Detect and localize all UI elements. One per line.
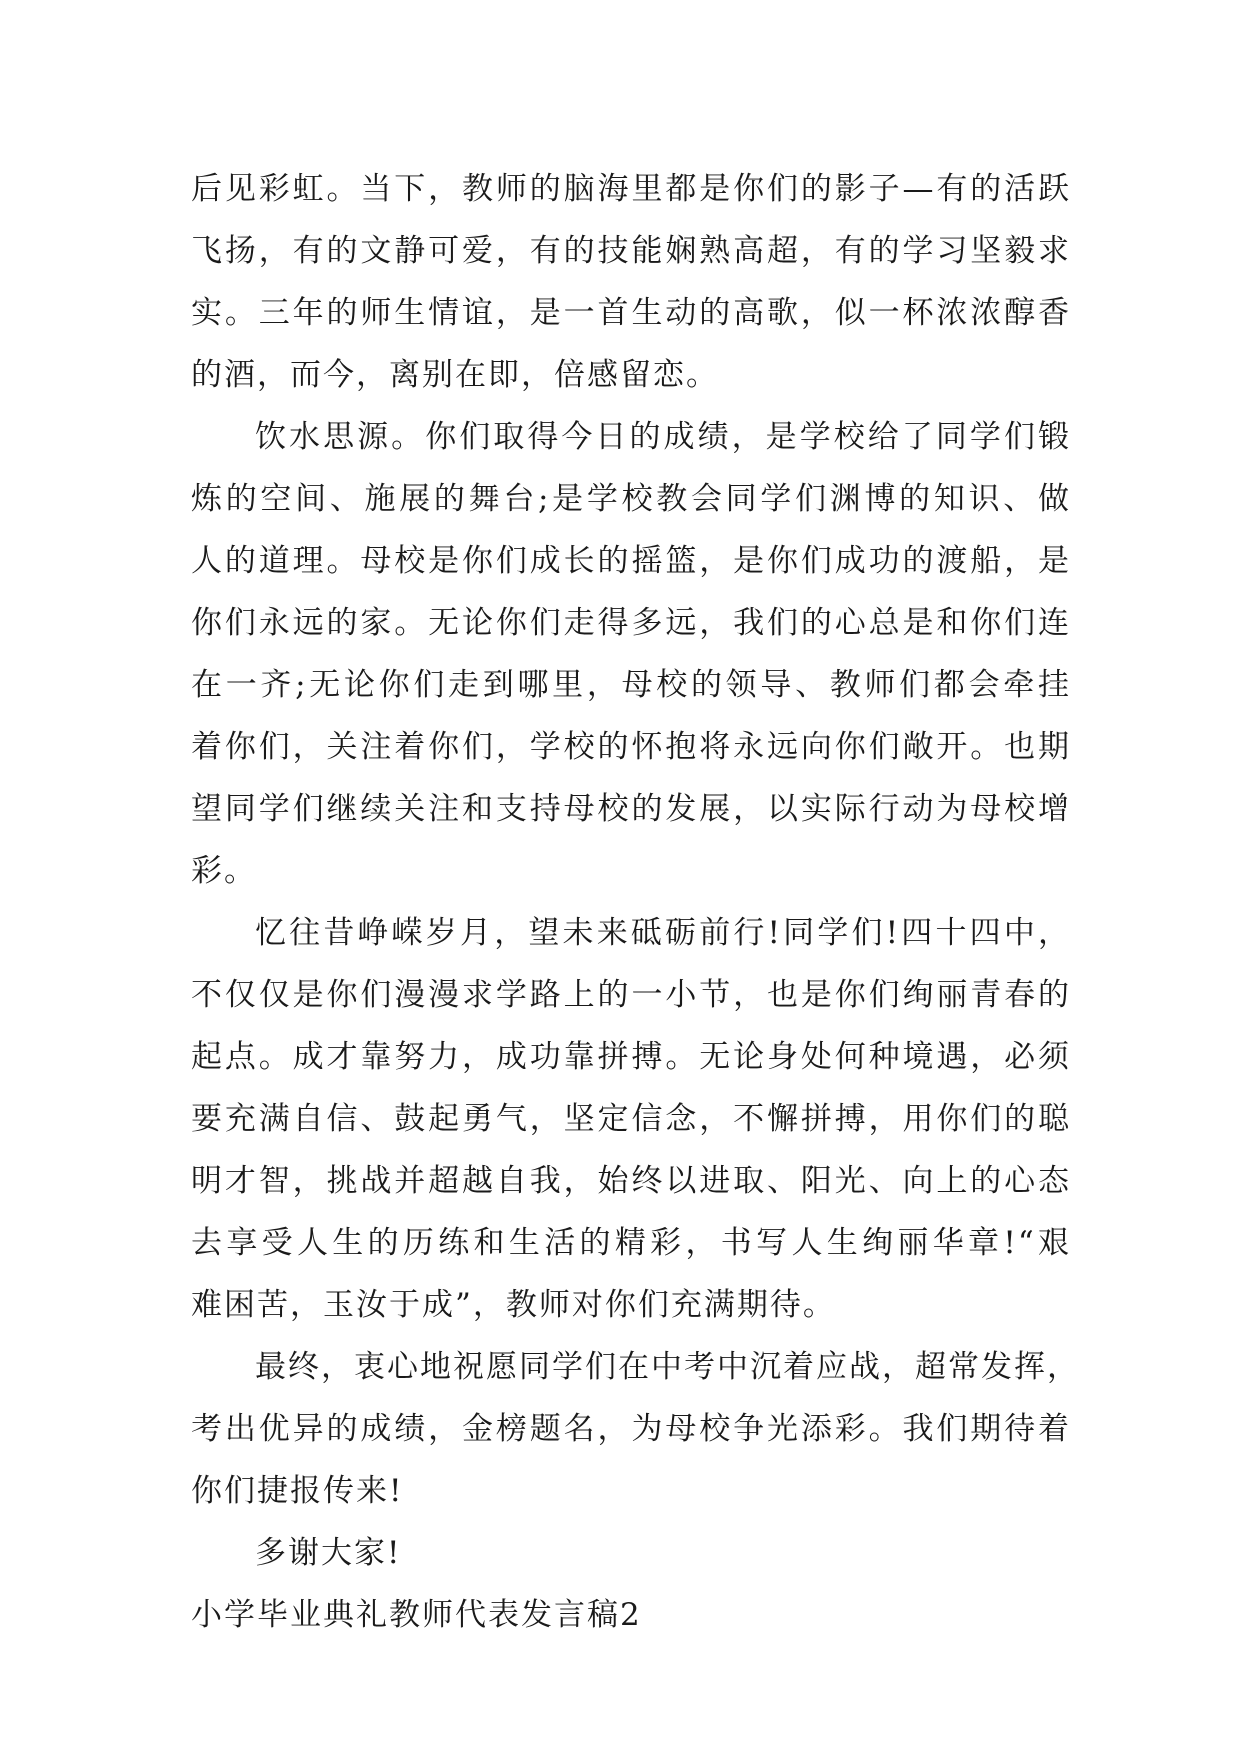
document-body <box>191 158 1080 1646</box>
paragraph-2 <box>191 406 1071 902</box>
text-line: 着你们，关注着你们，学校的怀抱将永远向你们敞开。也期 <box>191 729 1071 765</box>
text-line: 去享受人生的历练和生活的精彩，书写人生绚丽华章!“艰 <box>191 1225 1071 1261</box>
paragraph-1 <box>191 158 1071 406</box>
text-line: 后见彩虹。当下，教师的脑海里都是你们的影子—有的活跃 <box>191 171 1071 207</box>
closing-thanks <box>191 1522 1071 1584</box>
text-line: 起点。成才靠努力，成功靠拼搏。无论身处何种境遇，必须 <box>191 1039 1071 1075</box>
text-line: 炼的空间、施展的舞台;是学校教会同学们渊博的知识、做 <box>191 481 1071 517</box>
heading-text: 小学毕业典礼教师代表发言稿2 <box>191 1597 642 1633</box>
text-line: 不仅仅是你们漫漫求学路上的一小节，也是你们绚丽青春的 <box>191 977 1071 1013</box>
text-line: 忆往昔峥嵘岁月，望未来砥砺前行!同学们!四十四中， <box>255 915 1071 951</box>
text-line: 人的道理。母校是你们成长的摇篮，是你们成功的渡船，是 <box>191 543 1071 579</box>
text-line: 望同学们继续关注和支持母校的发展，以实际行动为母校增 <box>191 791 1071 827</box>
text-line: 要充满自信、鼓起勇气，坚定信念，不懈拼搏，用你们的聪 <box>191 1101 1071 1137</box>
text-line: 考出优异的成绩，金榜题名，为母校争光添彩。我们期待着 <box>191 1411 1071 1447</box>
document-heading <box>191 1584 1071 1646</box>
text-line: 多谢大家! <box>255 1535 402 1571</box>
text-line: 最终，衷心地祝愿同学们在中考中沉着应战，超常发挥， <box>255 1349 1080 1385</box>
text-line: 明才智，挑战并超越自我，始终以进取、阳光、向上的心态 <box>191 1163 1071 1199</box>
text-line: 实。三年的师生情谊，是一首生动的高歌，似一杯浓浓醇香 <box>191 295 1071 331</box>
text-line: 飞扬，有的文静可爱，有的技能娴熟高超，有的学习坚毅求 <box>191 233 1071 269</box>
text-line: 你们永远的家。无论你们走得多远，我们的心总是和你们连 <box>191 605 1071 641</box>
text-line: 的酒，而今，离别在即，倍感留恋。 <box>191 357 719 393</box>
paragraph-4 <box>191 1336 1080 1522</box>
text-line: 彩。 <box>191 853 257 889</box>
text-line: 饮水思源。你们取得今日的成绩，是学校给了同学们锻 <box>255 419 1071 455</box>
text-line: 难困苦，玉汝于成”，教师对你们充满期待。 <box>191 1287 836 1323</box>
paragraph-3 <box>191 902 1071 1336</box>
text-line: 在一齐;无论你们走到哪里，母校的领导、教师们都会牵挂 <box>191 667 1071 703</box>
text-line: 你们捷报传来! <box>191 1473 404 1509</box>
